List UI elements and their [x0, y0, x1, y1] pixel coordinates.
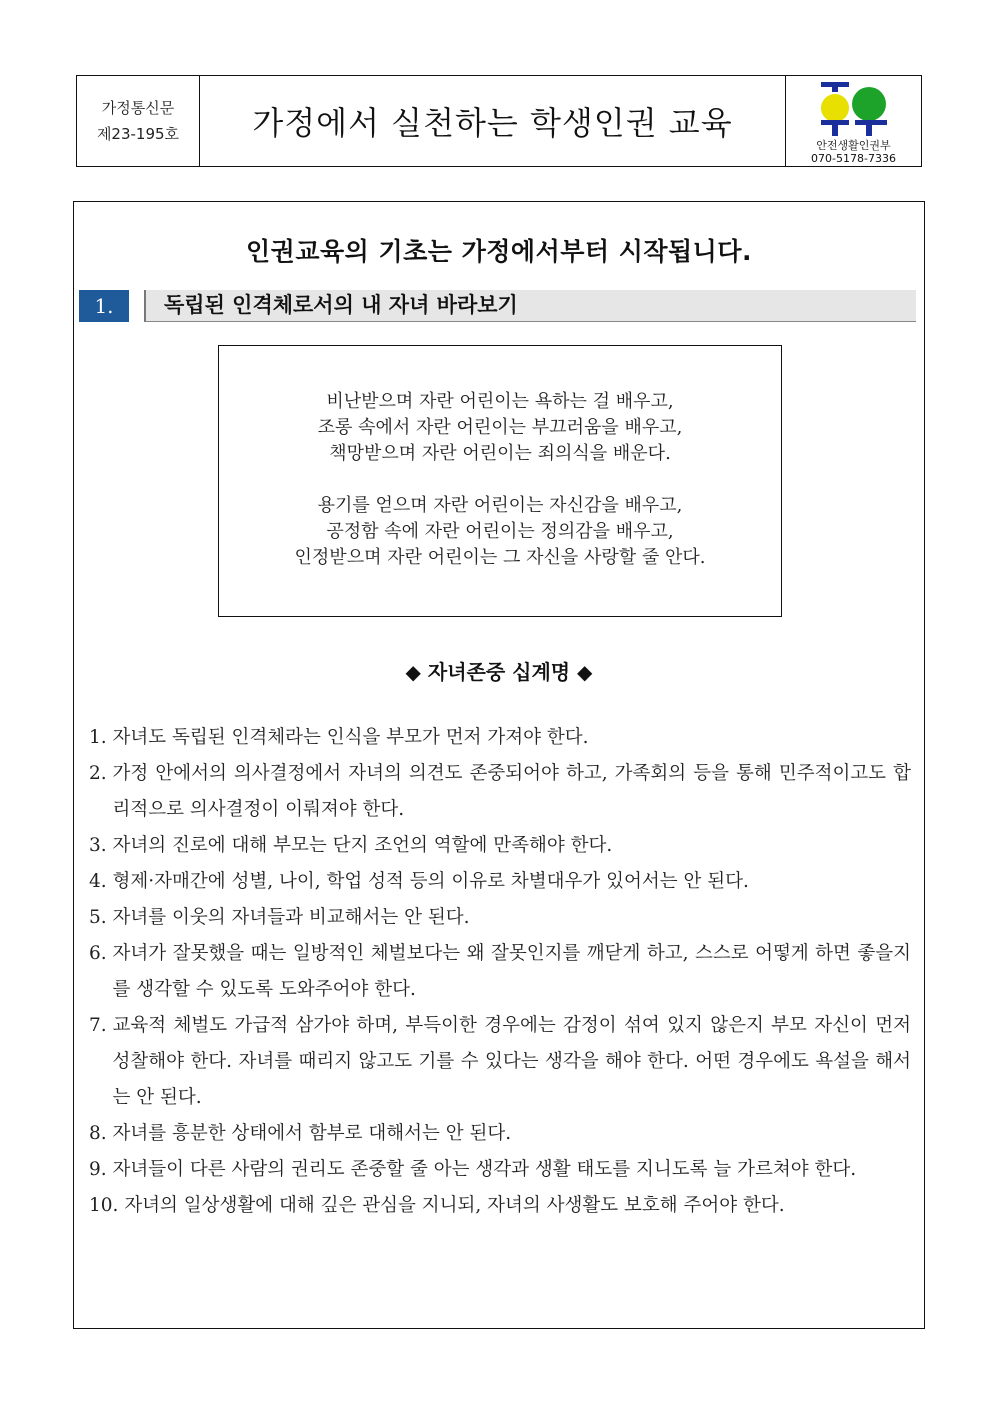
- list-item: 4. 형제·자매간에 성별, 나이, 학업 성적 등의 이유로 차별대우가 있어서는 안 된다.: [89, 871, 749, 892]
- department-phone: 070-5178-7336: [811, 152, 896, 165]
- issue-number: 제23-195호: [96, 125, 180, 143]
- list-item: 2. 가정 안에서의 의사결정에서 자녀의 의견도 존중되어야 하고, 가족회의 등을 통해 민주적이고도 합리적으로 의사결정이 이뤄져야 한다.: [89, 763, 911, 820]
- list-item: 10. 자녀의 일상생활에 대해 깊은 관심을 지니되, 자녀의 사생활도 보호해 주어야 한다.: [89, 1195, 785, 1216]
- list-item: 1. 자녀도 독립된 인격체라는 인식을 부모가 먼저 가져야 한다.: [89, 727, 589, 748]
- school-logo-icon: [819, 82, 889, 136]
- poem-line: 공정함 속에 자란 어린이는 정의감을 배우고,: [326, 521, 674, 542]
- school-badge: [785, 76, 921, 166]
- newsletter-title: 가정에서 실천하는 학생인권 교육: [252, 104, 733, 142]
- list-item: 5. 자녀를 이웃의 자녀들과 비교해서는 안 된다.: [89, 907, 470, 928]
- ten-commandments-heading: ◆ 자녀존중 십계명 ◆: [405, 660, 593, 684]
- rules-list: [89, 720, 911, 1224]
- poem-line: 인정받으며 자란 어린이는 그 자신을 사랑할 줄 안다.: [294, 547, 706, 568]
- poem-line: 용기를 얻으며 자란 어린이는 자신감을 배우고,: [317, 495, 683, 516]
- list-item: 7. 교육적 체벌도 가급적 삼가야 하며, 부득이한 경우에는 감정이 섞여 있지 않은지 부모 자신이 먼저 성찰해야 한다. 자녀를 때리지 않고도 기를 수 있다는 생각을 해야 한다. 어떤 경우에도 욕설을 해서는 안 된다.: [89, 1015, 911, 1108]
- department-name: 안전생활인권부: [816, 139, 891, 152]
- list-item: 9. 자녀들이 다른 사람의 권리도 존중할 줄 아는 생각과 생활 태도를 지니도록 늘 가르쳐야 한다.: [89, 1159, 857, 1180]
- content-frame: [73, 201, 925, 1329]
- main-title: 인권교육의 기초는 가정에서부터 시작됩니다.: [246, 237, 752, 266]
- poem-line: 책망받으며 자란 어린이는 죄의식을 배운다.: [329, 443, 671, 464]
- poem-line: 비난받으며 자란 어린이는 욕하는 걸 배우고,: [326, 391, 674, 412]
- section-title: 독립된 인격체로서의 내 자녀 바라보기: [144, 290, 916, 322]
- section-number: 1.: [79, 290, 129, 322]
- list-item: 3. 자녀의 진로에 대해 부모는 단지 조언의 역할에 만족해야 한다.: [89, 835, 613, 856]
- list-item: 6. 자녀가 잘못했을 때는 일방적인 체벌보다는 왜 잘못인지를 깨닫게 하고, 스스로 어떻게 하면 좋을지를 생각할 수 있도록 도와주어야 한다.: [89, 943, 911, 1000]
- poem-box: [218, 345, 782, 617]
- issue-label: 가정통신문: [101, 99, 175, 117]
- list-item: 8. 자녀를 흥분한 상태에서 함부로 대해서는 안 된다.: [89, 1123, 512, 1144]
- newsletter-header: [76, 75, 922, 167]
- poem-line: 조롱 속에서 자란 어린이는 부끄러움을 배우고,: [317, 417, 683, 438]
- issue-info: [77, 76, 200, 166]
